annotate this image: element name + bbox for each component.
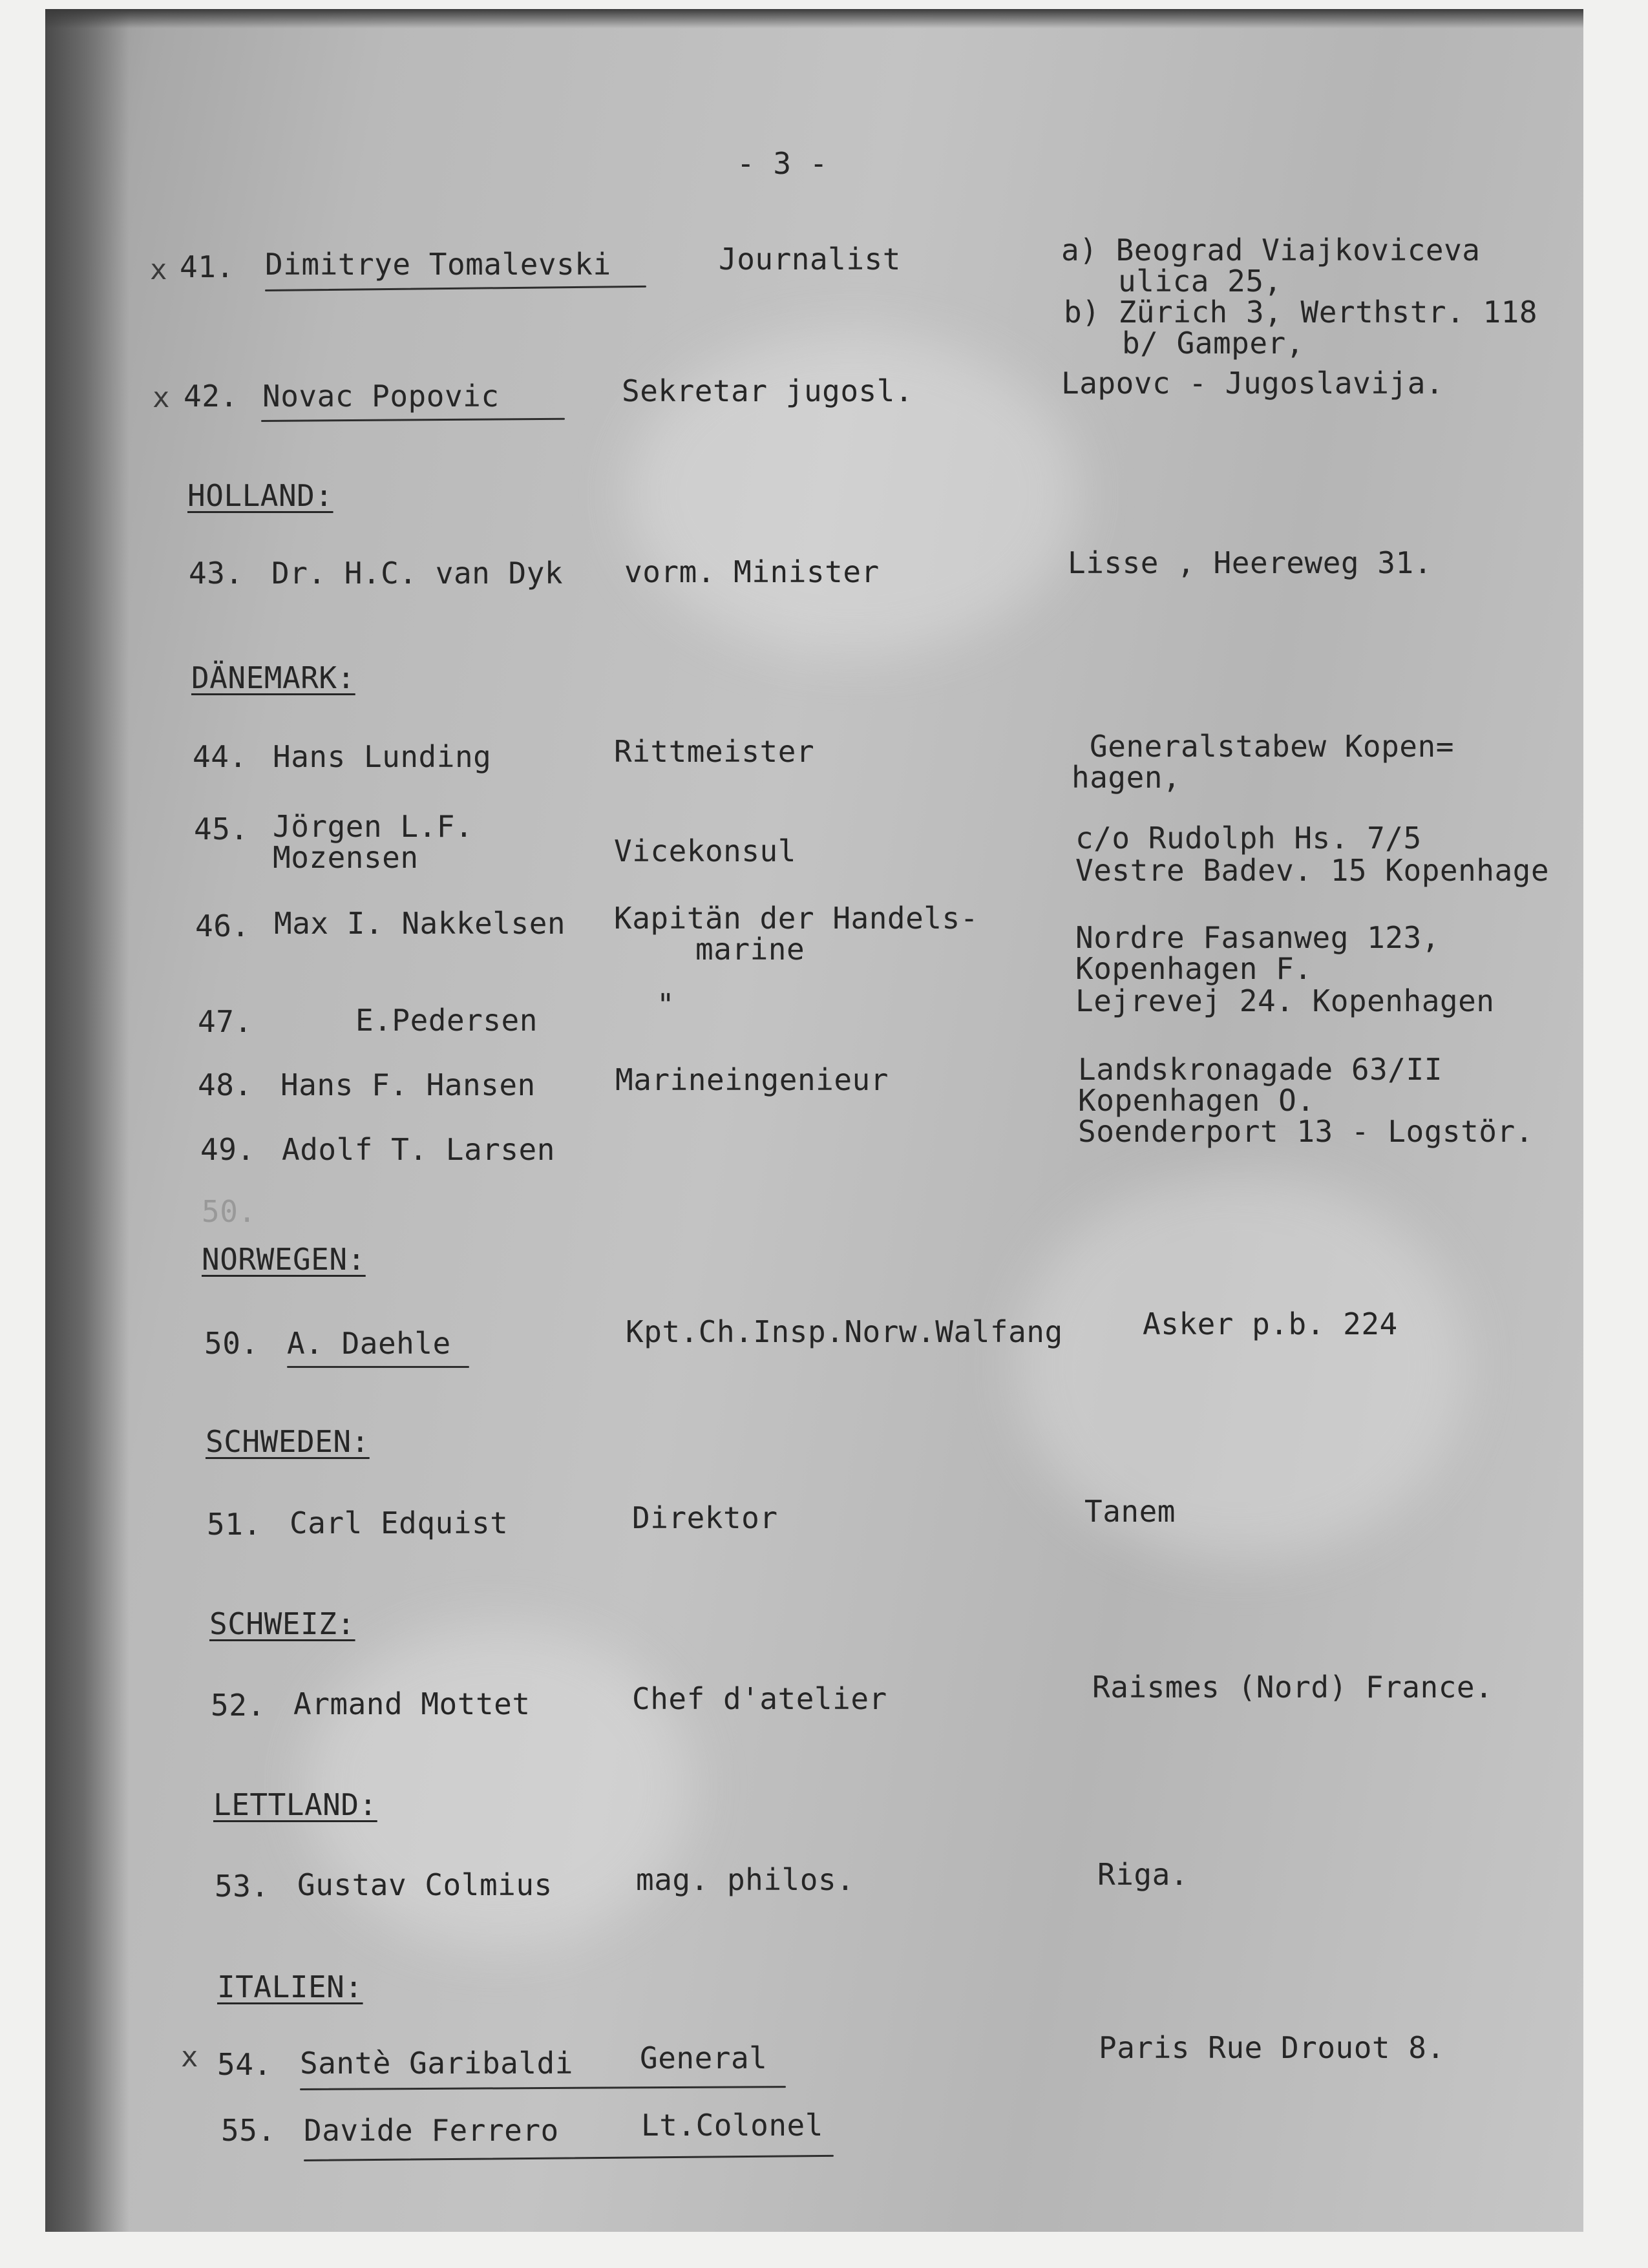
- entry-name: Jörgen L.F.: [273, 809, 474, 844]
- entry-address-line: Generalstabew Kopen=: [1090, 729, 1454, 764]
- entry-number: 41.: [180, 249, 235, 284]
- entry-number: 51.: [207, 1507, 262, 1542]
- entry-number: 50.: [204, 1326, 259, 1361]
- entry-name: Gustav Colmius: [297, 1867, 553, 1902]
- entry-number: 54.: [217, 2047, 272, 2082]
- entry-name: Armand Mottet: [293, 1686, 531, 1721]
- entry-number: 46.: [195, 908, 250, 943]
- entry-address-line: ulica 25,: [1118, 264, 1282, 299]
- entry-occupation: Marineingenieur: [615, 1062, 889, 1097]
- entry-address-line: Kopenhagen O.: [1078, 1083, 1315, 1118]
- entry-name: Santè Garibaldi: [300, 2046, 573, 2081]
- entry-number: 49.: [200, 1132, 255, 1167]
- entry-address-line: c/o Rudolph Hs. 7/5: [1075, 821, 1422, 856]
- entry-number: 42.: [184, 379, 238, 414]
- underline: [287, 1366, 469, 1368]
- entry-occupation: ": [657, 987, 675, 1022]
- entry-address-line: Asker p.b. 224: [1143, 1307, 1398, 1341]
- page-number: - 3 -: [737, 146, 828, 181]
- entry-name: Novac Popovic: [262, 379, 500, 414]
- margin-mark: x: [153, 381, 170, 414]
- section-heading-daenemark: DÄNEMARK:: [191, 660, 355, 695]
- entry-address-line: Riga.: [1097, 1857, 1188, 1892]
- entry-address-line: Kopenhagen F.: [1075, 951, 1313, 986]
- entry-name: Hans Lunding: [273, 739, 492, 774]
- entry-address-line: Lisse , Heereweg 31.: [1068, 545, 1432, 580]
- entry-address-line: Nordre Fasanweg 123,: [1075, 920, 1440, 955]
- entry-address-line: Paris Rue Drouot 8.: [1099, 2030, 1445, 2065]
- entry-occupation: Kpt.Ch.Insp.Norw.Walfang: [626, 1314, 1063, 1349]
- entry-name: Carl Edquist: [290, 1506, 509, 1540]
- entry-occupation: Chef d'atelier: [632, 1681, 887, 1716]
- section-heading-lettland: LETTLAND:: [213, 1787, 377, 1822]
- entry-address-line: Soenderport 13 - Logstör.: [1078, 1114, 1534, 1149]
- entry-address-line: b/ Gamper,: [1122, 326, 1304, 361]
- section-heading-schweiz: SCHWEIZ:: [209, 1606, 355, 1641]
- entry-address-line: hagen,: [1072, 760, 1181, 795]
- entry-name: A. Daehle: [287, 1326, 451, 1361]
- entry-occupation: mag. philos.: [636, 1862, 855, 1897]
- entry-occupation: vorm. Minister: [624, 554, 880, 589]
- entry-number: 43.: [189, 556, 244, 591]
- entry-number: 53.: [215, 1869, 269, 1904]
- entry-occupation: Kapitän der Handels-: [614, 901, 978, 936]
- section-heading-schweden: SCHWEDEN:: [206, 1424, 370, 1459]
- entry-address-line: Tanem: [1084, 1494, 1176, 1529]
- entry-address-line: Landskronagade 63/II: [1078, 1052, 1442, 1087]
- margin-mark: x: [181, 2041, 198, 2074]
- entry-name: Dimitrye Tomalevski: [265, 247, 611, 282]
- page-top-edge: [45, 9, 1583, 28]
- entry-occupation: Journalist: [719, 242, 901, 277]
- entry-name: Max I. Nakkelsen: [274, 906, 566, 941]
- entry-occupation: Direktor: [632, 1500, 778, 1535]
- entry-address-line: a) Beograd Viajkoviceva: [1061, 233, 1481, 268]
- entry-address-line: b) Zürich 3, Werthstr. 118: [1064, 295, 1538, 330]
- entry-occupation: Lt.Colonel: [641, 2108, 823, 2143]
- entry-address-line: Vestre Badev. 15 Kopenhage: [1075, 853, 1550, 888]
- entry-address-line: Lapovc - Jugoslavija.: [1061, 366, 1444, 401]
- page-shadow-band: [45, 9, 129, 2232]
- margin-mark: x: [150, 253, 167, 286]
- entry-name: Mozensen: [273, 840, 419, 875]
- entry-name: E.Pedersen: [355, 1003, 538, 1038]
- entry-name: Davide Ferrero: [304, 2113, 559, 2148]
- entry-number: 48.: [198, 1067, 253, 1102]
- entry-name: Dr. H.C. van Dyk: [271, 556, 564, 591]
- section-heading-norwegen: NORWEGEN:: [202, 1242, 366, 1277]
- entry-number: 44.: [193, 739, 248, 774]
- entry-occupation: marine: [695, 932, 805, 967]
- entry-number: 45.: [194, 812, 249, 846]
- entry-address-line: Raismes (Nord) France.: [1092, 1670, 1494, 1705]
- entry-address-line: Lejrevej 24. Kopenhagen: [1075, 983, 1495, 1018]
- entry-number: 52.: [211, 1688, 266, 1723]
- section-heading-holland: HOLLAND:: [187, 478, 333, 513]
- entry-name: Adolf T. Larsen: [282, 1132, 555, 1167]
- entry-number: 47.: [198, 1004, 253, 1039]
- paper-light-patch: [1015, 1172, 1467, 1560]
- entry-occupation: Vicekonsul: [614, 834, 796, 868]
- section-heading-italien: ITALIEN:: [217, 1969, 363, 2004]
- entry-occupation: General: [640, 2041, 768, 2075]
- stray-number: 50.: [202, 1194, 257, 1229]
- entry-occupation: Sekretar jugosl.: [622, 373, 914, 408]
- entry-number: 55.: [221, 2113, 276, 2148]
- entry-occupation: Rittmeister: [614, 734, 815, 769]
- entry-name: Hans F. Hansen: [280, 1067, 536, 1102]
